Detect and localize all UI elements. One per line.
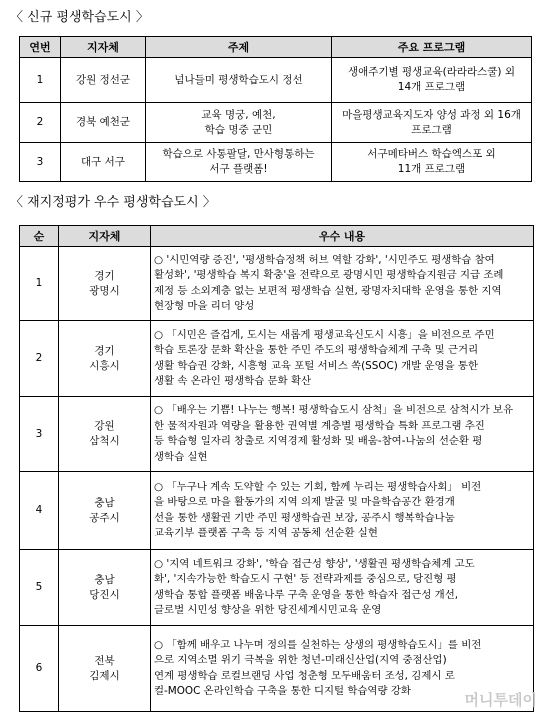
- table-row: [20, 626, 534, 712]
- row-region: 경북 예천군: [61, 103, 146, 143]
- row-number: 5: [20, 550, 59, 626]
- row-region: 경기 시흥시: [59, 321, 151, 397]
- row-region: 강원 삼척시: [59, 397, 151, 472]
- col-header-order: 순: [20, 226, 59, 247]
- row-programs: 생애주기별 평생교육(라라라스쿨) 외 14개 프로그램: [332, 58, 532, 103]
- col-header-region: 지자체: [61, 37, 146, 58]
- col-header-theme: 주제: [146, 37, 332, 58]
- row-programs: 마을평생교육지도자 양성 과정 외 16개 프로그램: [332, 103, 532, 143]
- table-row: [20, 58, 532, 103]
- table-row: [20, 103, 532, 143]
- row-content: ○ 「시민은 즐겁게, 도시는 새롭게 평생교육신도시 시흥」을 비전으로 주민 학습 토론장 문화 확산을 통한 주민 주도의 평생학습체계 구축 및 근거리 생활 학습권 강화, 시흥형 교육 포털 서비스 쏙(SSOC) 개발 운영을 통한 생활 속 온라인 평생학습 문화 확산: [151, 321, 534, 397]
- col-header-content: 우수 내용: [151, 226, 534, 247]
- row-content: ○ 「배우는 기쁨! 나누는 행복! 평생학습도시 삼척」을 비전으로 삼척시가 보유 한 물적자원과 역량을 활용한 권역별 계층별 평생학습 특화 프로그램 추진 등 학습형 일자리 창출로 지역경제 활성화 및 배움-참여-나눔의 선순환 평 생학습 실현: [151, 397, 534, 472]
- row-theme: 학습으로 사통팔달, 만사형통하는 서구 플랫폼!: [146, 143, 332, 182]
- row-content: ○ 「누구나 계속 도약할 수 있는 기회, 함께 누리는 평생학습사회」 비전 을 바탕으로 마을 활동가의 지역 의제 발굴 및 마을학습공간 환경개 선을 통한 생활권 기반 주민 평생학습권 보장, 공주시 행복학습나눔 교육기부 플랫폼 구축 등 지역 공동체 선순환 실현: [151, 472, 534, 550]
- row-theme: 넘나들미 평생학습도시 정선: [146, 58, 332, 103]
- table-row: [20, 143, 532, 182]
- row-theme: 교육 명궁, 예천, 학습 명중 군민: [146, 103, 332, 143]
- row-region: 전북 김제시: [59, 626, 151, 712]
- row-number: 3: [20, 397, 59, 472]
- row-content: ○ '지역 네트워크 강화', '학습 접근성 향상', '생활권 평생학습체계 고도 화', '지속가능한 학습도시 구현' 등 전략과제를 중심으로, 당진형 평 생학습 통합 플랫폼 배움나루 구축 운영을 통한 학습자 접근성 개선, 글로벌 시민성 향상을 위한 당진세계시민교육 운영: [151, 550, 534, 626]
- row-number: 3: [20, 143, 61, 182]
- watermark: 머니투데이: [464, 691, 537, 709]
- table-row: [20, 247, 534, 321]
- row-region: 대구 서구: [61, 143, 146, 182]
- row-number: 1: [20, 58, 61, 103]
- row-number: 1: [20, 247, 59, 321]
- table-row: [20, 550, 534, 626]
- table-row: [20, 321, 534, 397]
- row-programs: 서구메타버스 학습엑스포 외 11개 프로그램: [332, 143, 532, 182]
- col-header-region: 지자체: [59, 226, 151, 247]
- row-number: 2: [20, 103, 61, 143]
- row-region: 강원 정선군: [61, 58, 146, 103]
- row-number: 4: [20, 472, 59, 550]
- row-number: 6: [20, 626, 59, 712]
- section1-title: 〈 신규 평생학습도시 〉: [10, 10, 149, 25]
- row-region: 충남 당진시: [59, 550, 151, 626]
- row-content: ○ 「함께 배우고 나누며 정의를 실천하는 상생의 평생학습도시」를 비전 으로 지역소멸 위기 극복을 위한 청년-미래신산업(지역 중점산업) 연계 평생학습 로컬브랜딩 사업 청춘형 모두배움터 조성, 김제시 로 컬-MOOC 온라인학습 구축을 통한 디지털 학습역량 강화: [151, 626, 534, 712]
- col-header-programs: 주요 프로그램: [332, 37, 532, 58]
- row-content: ○ '시민역량 증진', '평생학습정책 허브 역할 강화', '시민주도 평생학습 참여 활성화', '평생학습 복지 확충'을 전략으로 광명시민 평생학습지원금 지급 조례 제정 등 소외계층 없는 보편적 평생학습 실현, 광명자치대학 운영을 통한 지역 현장형 마을 리더 양성: [151, 247, 534, 321]
- section2-title: 〈 재지정평가 우수 평생학습도시 〉: [10, 195, 216, 210]
- table-row: [20, 472, 534, 550]
- table-row: [20, 397, 534, 472]
- new-learning-cities-table: [19, 36, 532, 182]
- row-region: 경기 광명시: [59, 247, 151, 321]
- col-header-number: 연번: [20, 37, 61, 58]
- row-region: 충남 공주시: [59, 472, 151, 550]
- excellent-cities-table: [19, 225, 534, 712]
- row-number: 2: [20, 321, 59, 397]
